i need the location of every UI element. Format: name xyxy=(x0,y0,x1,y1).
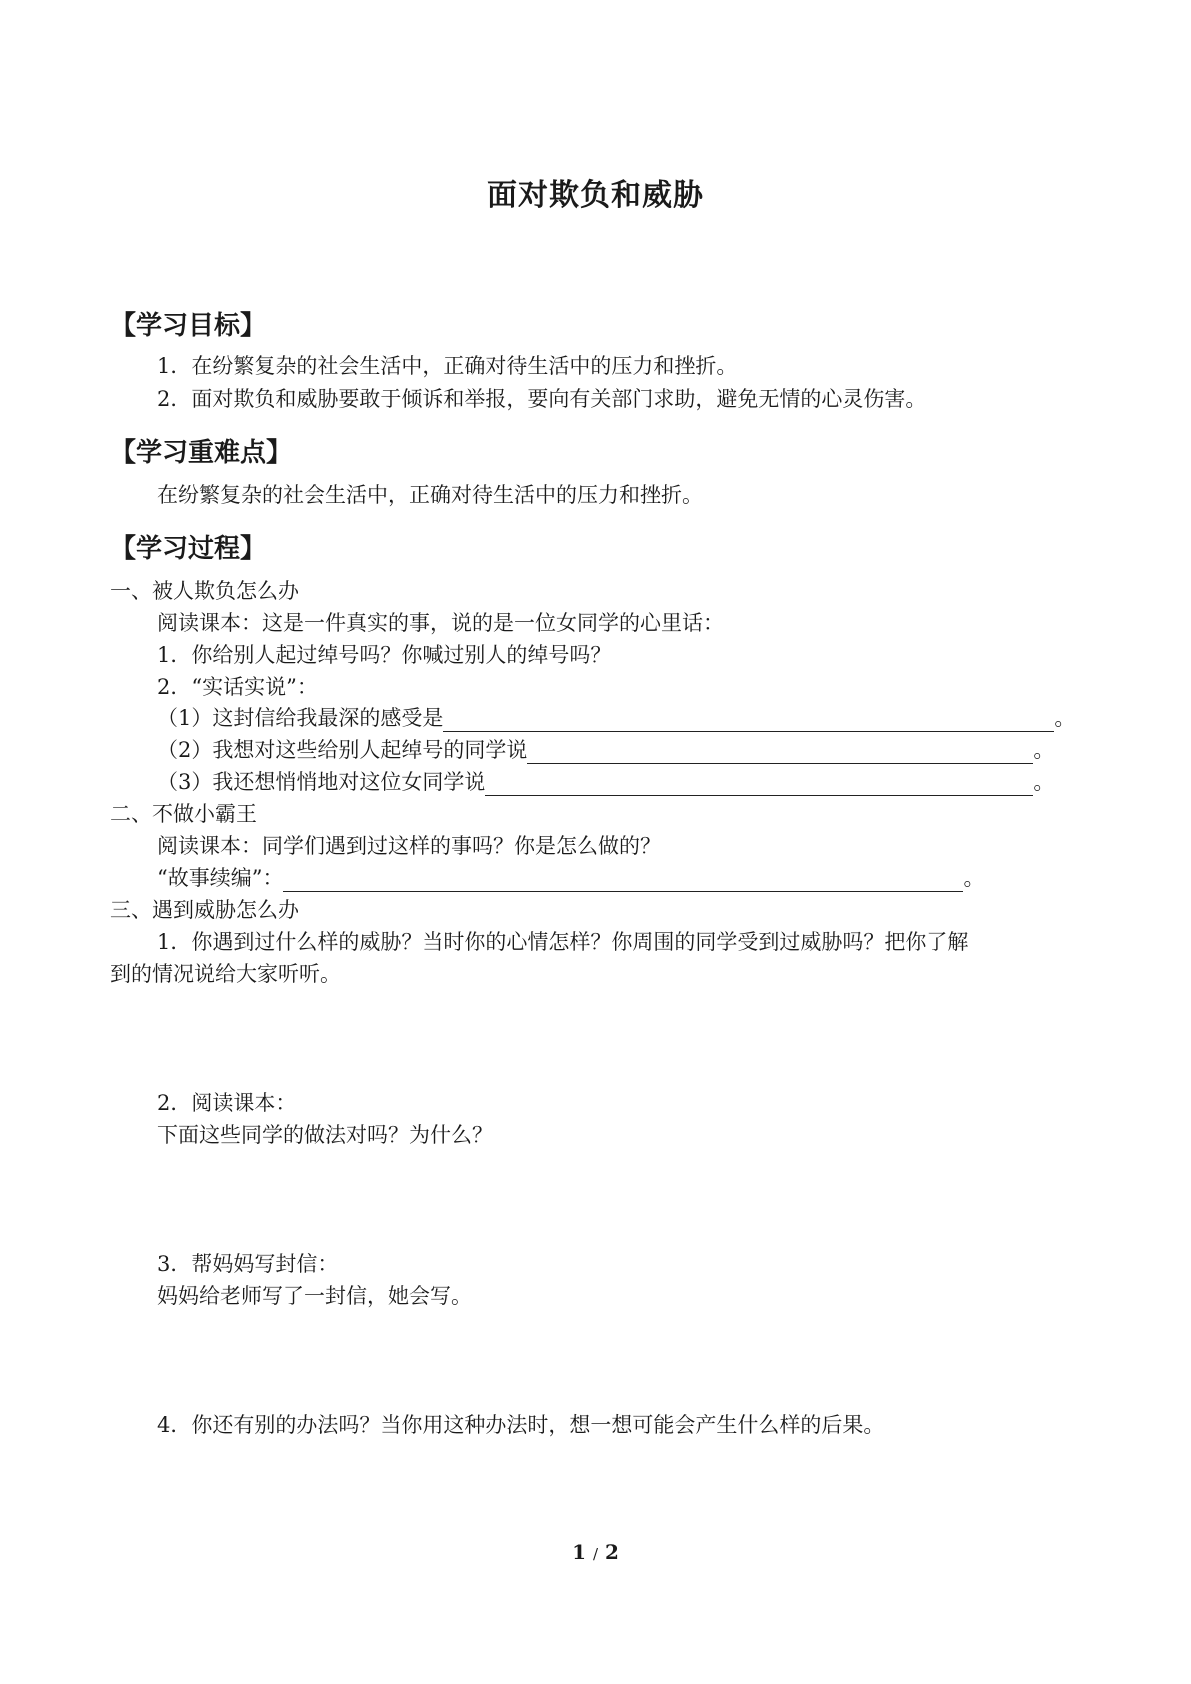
page-current: 1 xyxy=(572,1540,586,1564)
section-3-title: 三、遇到威胁怎么办 xyxy=(110,898,299,922)
objective-item-2: 2．面对欺负和威胁要敢于倾诉和举报，要向有关部门求助，避免无情的心灵伤害。 xyxy=(157,387,927,411)
section-1-title: 一、被人欺负怎么办 xyxy=(110,579,299,603)
answer-blank-1[interactable] xyxy=(443,709,1054,732)
section-1-q1: 1．你给别人起过绰号吗？你喊过别人的绰号吗？ xyxy=(157,643,612,667)
sub-2-end: 。 xyxy=(1033,738,1055,762)
section-1-sub-3 xyxy=(157,768,1054,796)
section-3-q2: 2．阅读课本： xyxy=(157,1091,297,1115)
objectives-heading: 【学习目标】 xyxy=(110,311,267,341)
story-blank[interactable] xyxy=(283,869,963,892)
section-2-read: 阅读课本：同学们遇到过这样的事吗？你是怎么做的？ xyxy=(157,834,661,858)
section-3-q1-line-1: 1．你遇到过什么样的威胁？当时你的心情怎样？你周围的同学受到过威胁吗？把你了解 xyxy=(157,930,969,954)
section-1-sub-1 xyxy=(157,704,1075,732)
section-3-q4: 4．你还有别的办法吗？当你用这种办法时，想一想可能会产生什么样的后果。 xyxy=(157,1413,885,1437)
page-total: 2 xyxy=(605,1540,619,1564)
process-heading: 【学习过程】 xyxy=(110,534,267,564)
sub-1-label: （1）这封信给我最深的感受是 xyxy=(157,706,444,730)
answer-blank-2[interactable] xyxy=(527,741,1033,764)
page-title: 面对欺负和威胁 xyxy=(487,178,704,213)
section-1-read: 阅读课本：这是一件真实的事，说的是一位女同学的心里话： xyxy=(157,611,724,635)
key-points-heading: 【学习重难点】 xyxy=(110,438,293,468)
section-3-q3: 3．帮妈妈写封信： xyxy=(157,1252,339,1276)
sub-1-end: 。 xyxy=(1054,706,1076,730)
page-separator: / xyxy=(592,1545,599,1563)
key-points-text: 在纷繁复杂的社会生活中，正确对待生活中的压力和挫折。 xyxy=(157,483,703,507)
section-3-q2-text: 下面这些同学的做法对吗？为什么？ xyxy=(157,1123,493,1147)
objective-item-1: 1．在纷繁复杂的社会生活中，正确对待生活中的压力和挫折。 xyxy=(157,354,738,378)
section-2-title: 二、不做小霸王 xyxy=(110,802,257,826)
section-2-story xyxy=(157,864,984,892)
sub-3-end: 。 xyxy=(1033,770,1055,794)
sub-2-label: （2）我想对这些给别人起绰号的同学说 xyxy=(157,738,528,762)
page-number xyxy=(0,1540,1191,1564)
section-3-q3-text: 妈妈给老师写了一封信，她会写。 xyxy=(157,1284,472,1308)
answer-blank-3[interactable] xyxy=(485,773,1033,796)
section-1-q2: 2．“实话实说”： xyxy=(157,675,318,699)
story-end: 。 xyxy=(963,866,985,890)
section-3-q1-line-2: 到的情况说给大家听听。 xyxy=(110,962,341,986)
story-label: “故事续编”： xyxy=(157,866,284,890)
sub-3-label: （3）我还想悄悄地对这位女同学说 xyxy=(157,770,486,794)
section-1-sub-2 xyxy=(157,736,1054,764)
